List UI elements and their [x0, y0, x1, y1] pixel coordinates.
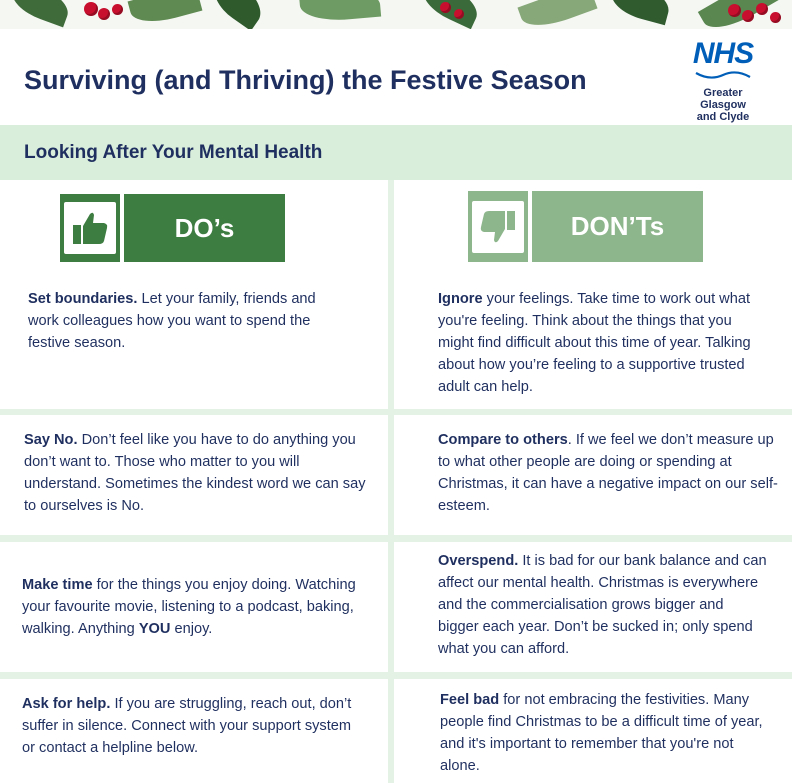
dos-item-3-text: for the things you enjoy doing. Watching your favourite movie, listening to a podcast, baking, walking. Anything	[22, 577, 356, 637]
donts-item-3-lead: Overspend.	[438, 553, 519, 569]
thumbs-down-icon	[472, 201, 524, 253]
dos-item-1	[28, 288, 328, 354]
donts-header-cell	[394, 180, 792, 409]
dos-header-cell	[0, 180, 388, 409]
section-title: Looking After Your Mental Health	[24, 142, 323, 163]
nhs-org-line2: and Clyde	[696, 111, 750, 123]
nhs-wave-icon	[694, 70, 752, 80]
dos-item-3-emph: YOU	[138, 621, 171, 637]
tips-grid	[0, 180, 792, 783]
donts-item-3	[438, 550, 768, 660]
dos-item-2-text: Don’t feel like you have to do anything you don’t want to. Those who matter to you will understand. Sometimes the kindest word we can say to ourselves is No.	[24, 432, 366, 514]
donts-item-1-lead: Ignore	[438, 291, 483, 307]
donts-cell-2	[394, 415, 792, 535]
donts-cell-3	[394, 542, 792, 672]
nhs-org-line1: Greater Glasgow	[700, 87, 746, 111]
dos-item-4-text: If you are struggling, reach out, don’t suffer in silence. Connect with your support system or contact a helpline below.	[22, 696, 352, 756]
dos-item-3-lead: Make time	[22, 577, 93, 593]
donts-label: DON’Ts	[570, 211, 665, 241]
donts-cell-4	[394, 679, 792, 783]
donts-item-4-text: for not embracing the festivities. Many people find Christmas to be a difficult time of year, and it's important to remember that you're not alone.	[440, 692, 763, 774]
donts-item-2-lead: Compare to others	[438, 432, 568, 448]
donts-item-4	[440, 689, 770, 777]
thumbs-up-icon	[64, 202, 116, 254]
donts-item-1	[438, 288, 768, 398]
donts-badge	[468, 191, 703, 262]
dos-item-3	[22, 574, 367, 640]
dos-cell-4	[0, 679, 388, 783]
section-band	[0, 125, 792, 180]
donts-item-3-text: It is bad for our bank balance and can affect our mental health. Christmas is everywhere and the commercialisation grows bigger and bigger each year. Don’t be sucked in; only spend what you can afford.	[438, 553, 767, 657]
dos-label: DO’s	[174, 212, 235, 243]
holly-banner	[0, 0, 792, 29]
dos-badge	[60, 194, 285, 262]
dos-item-3-tail: enjoy.	[170, 621, 213, 637]
donts-item-2	[438, 429, 778, 517]
dos-cell-2	[0, 415, 388, 535]
dos-item-4-lead: Ask for help.	[22, 696, 111, 712]
dos-item-4	[22, 693, 362, 759]
donts-item-1-text: your feelings. Take time to work out what you're feeling. Think about the things that you might find difficult about this time of year. Talking about how you’re feeling to a supportive trusted adult can help.	[438, 291, 751, 395]
dos-item-2-lead: Say No.	[24, 432, 78, 448]
nhs-logo	[686, 39, 760, 123]
donts-item-4-lead: Feel bad	[440, 692, 500, 708]
dos-cell-3	[0, 542, 388, 672]
dos-item-1-lead: Set boundaries.	[28, 291, 138, 307]
page-header	[0, 29, 792, 125]
dos-item-1-text: Let your family, friends and work colleagues how you want to spend the festive season.	[28, 291, 316, 351]
nhs-logo-mark: NHS	[692, 37, 754, 70]
dos-item-2	[24, 429, 369, 517]
donts-item-2-text: . If we feel we don’t measure up to what other people are doing or spending at Christmas, it can have a negative impact on our self-esteem.	[438, 432, 778, 514]
page-title: Surviving (and Thriving) the Festive Season	[24, 65, 587, 95]
